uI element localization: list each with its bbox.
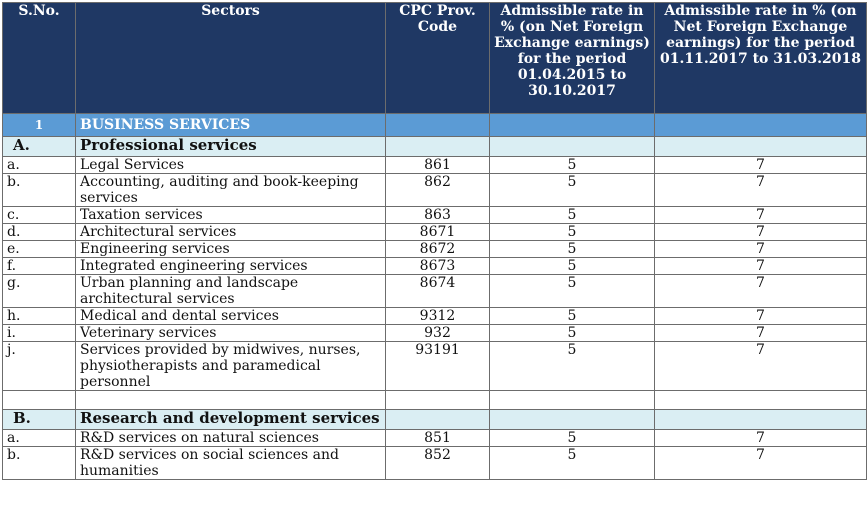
row-sector: Integrated engineering services: [76, 258, 386, 275]
row-cpc-code: 862: [386, 174, 490, 207]
row-sector: Legal Services: [76, 157, 386, 174]
row-rate-2017-2018: 7: [655, 224, 867, 241]
group-letter: B.: [3, 410, 76, 430]
row-rate-2017-2018: 7: [655, 258, 867, 275]
row-cpc-code: 8672: [386, 241, 490, 258]
section-number: 1: [3, 114, 76, 137]
row-rate-2015-2017: 5: [490, 308, 655, 325]
header-row: [3, 3, 867, 114]
row-sno: a.: [3, 157, 76, 174]
row-rate-2015-2017: 5: [490, 207, 655, 224]
row-rate-2017-2018: 7: [655, 157, 867, 174]
row-sector: Medical and dental services: [76, 308, 386, 325]
row-cpc-code: 8673: [386, 258, 490, 275]
empty-cell: [76, 391, 386, 410]
row-rate-2015-2017: 5: [490, 224, 655, 241]
row-sno: c.: [3, 207, 76, 224]
row-rate-2017-2018: 7: [655, 430, 867, 447]
row-rate-2017-2018: 7: [655, 207, 867, 224]
table-row: [3, 174, 867, 207]
row-sector: Services provided by midwives, nurses, physiotherapists and paramedical personnel: [76, 342, 386, 391]
row-rate-2015-2017: 5: [490, 241, 655, 258]
header-rate-2017-2018: Admissible rate in % (on Net Foreign Exchange earnings) for the period 01.11.2017 to 31.03.2018: [655, 3, 867, 114]
row-sector: Taxation services: [76, 207, 386, 224]
empty-cell: [655, 410, 867, 430]
row-rate-2015-2017: 5: [490, 447, 655, 480]
row-sector: Architectural services: [76, 224, 386, 241]
row-rate-2017-2018: 7: [655, 174, 867, 207]
row-rate-2015-2017: 5: [490, 430, 655, 447]
row-sno: f.: [3, 258, 76, 275]
row-cpc-code: 932: [386, 325, 490, 342]
empty-cell: [386, 137, 490, 157]
group-header-row: [3, 137, 867, 157]
header-cpc-code: CPC Prov. Code: [386, 3, 490, 114]
table-row: [3, 275, 867, 308]
row-cpc-code: 93191: [386, 342, 490, 391]
row-sno: i.: [3, 325, 76, 342]
row-cpc-code: 852: [386, 447, 490, 480]
row-sno: j.: [3, 342, 76, 391]
row-rate-2017-2018: 7: [655, 275, 867, 308]
row-rate-2017-2018: 7: [655, 447, 867, 480]
section-title: BUSINESS SERVICES: [76, 114, 386, 137]
table-body: [3, 114, 867, 480]
row-rate-2017-2018: 7: [655, 308, 867, 325]
table-row: [3, 258, 867, 275]
row-rate-2017-2018: 7: [655, 325, 867, 342]
row-rate-2015-2017: 5: [490, 275, 655, 308]
group-title: Research and development services: [76, 410, 386, 430]
row-sector: R&D services on natural sciences: [76, 430, 386, 447]
row-sno: h.: [3, 308, 76, 325]
empty-cell: [3, 391, 76, 410]
spacer-row: [3, 391, 867, 410]
empty-cell: [490, 137, 655, 157]
row-sector: Accounting, auditing and book-keeping services: [76, 174, 386, 207]
row-cpc-code: 851: [386, 430, 490, 447]
row-cpc-code: 861: [386, 157, 490, 174]
row-sector: R&D services on social sciences and humanities: [76, 447, 386, 480]
group-header-row: [3, 410, 867, 430]
table-row: [3, 325, 867, 342]
table-row: [3, 430, 867, 447]
table-row: [3, 447, 867, 480]
row-rate-2015-2017: 5: [490, 174, 655, 207]
row-rate-2017-2018: 7: [655, 241, 867, 258]
row-sno: e.: [3, 241, 76, 258]
empty-cell: [386, 391, 490, 410]
row-sno: b.: [3, 174, 76, 207]
empty-cell: [386, 410, 490, 430]
group-letter: A.: [3, 137, 76, 157]
header-sectors: Sectors: [76, 3, 386, 114]
table-row: [3, 224, 867, 241]
table-row: [3, 342, 867, 391]
row-rate-2015-2017: 5: [490, 325, 655, 342]
row-rate-2015-2017: 5: [490, 258, 655, 275]
row-rate-2015-2017: 5: [490, 157, 655, 174]
section-row: [3, 114, 867, 137]
empty-cell: [655, 391, 867, 410]
row-rate-2017-2018: 7: [655, 342, 867, 391]
table-row: [3, 157, 867, 174]
table-row: [3, 241, 867, 258]
row-sector: Veterinary services: [76, 325, 386, 342]
table-row: [3, 308, 867, 325]
row-cpc-code: 8671: [386, 224, 490, 241]
header-rate-2015-2017: Admissible rate in % (on Net Foreign Exchange earnings) for the period 01.04.2015 to 30.10.2017: [490, 3, 655, 114]
row-cpc-code: 9312: [386, 308, 490, 325]
rates-table: [2, 2, 867, 480]
row-sno: a.: [3, 430, 76, 447]
group-title: Professional services: [76, 137, 386, 157]
header-sno: S.No.: [3, 3, 76, 114]
row-sno: g.: [3, 275, 76, 308]
row-cpc-code: 8674: [386, 275, 490, 308]
row-sno: b.: [3, 447, 76, 480]
empty-cell: [490, 410, 655, 430]
row-cpc-code: 863: [386, 207, 490, 224]
row-sno: d.: [3, 224, 76, 241]
empty-cell: [490, 391, 655, 410]
empty-cell: [655, 137, 867, 157]
row-sector: Engineering services: [76, 241, 386, 258]
table-row: [3, 207, 867, 224]
row-sector: Urban planning and landscape architectural services: [76, 275, 386, 308]
row-rate-2015-2017: 5: [490, 342, 655, 391]
